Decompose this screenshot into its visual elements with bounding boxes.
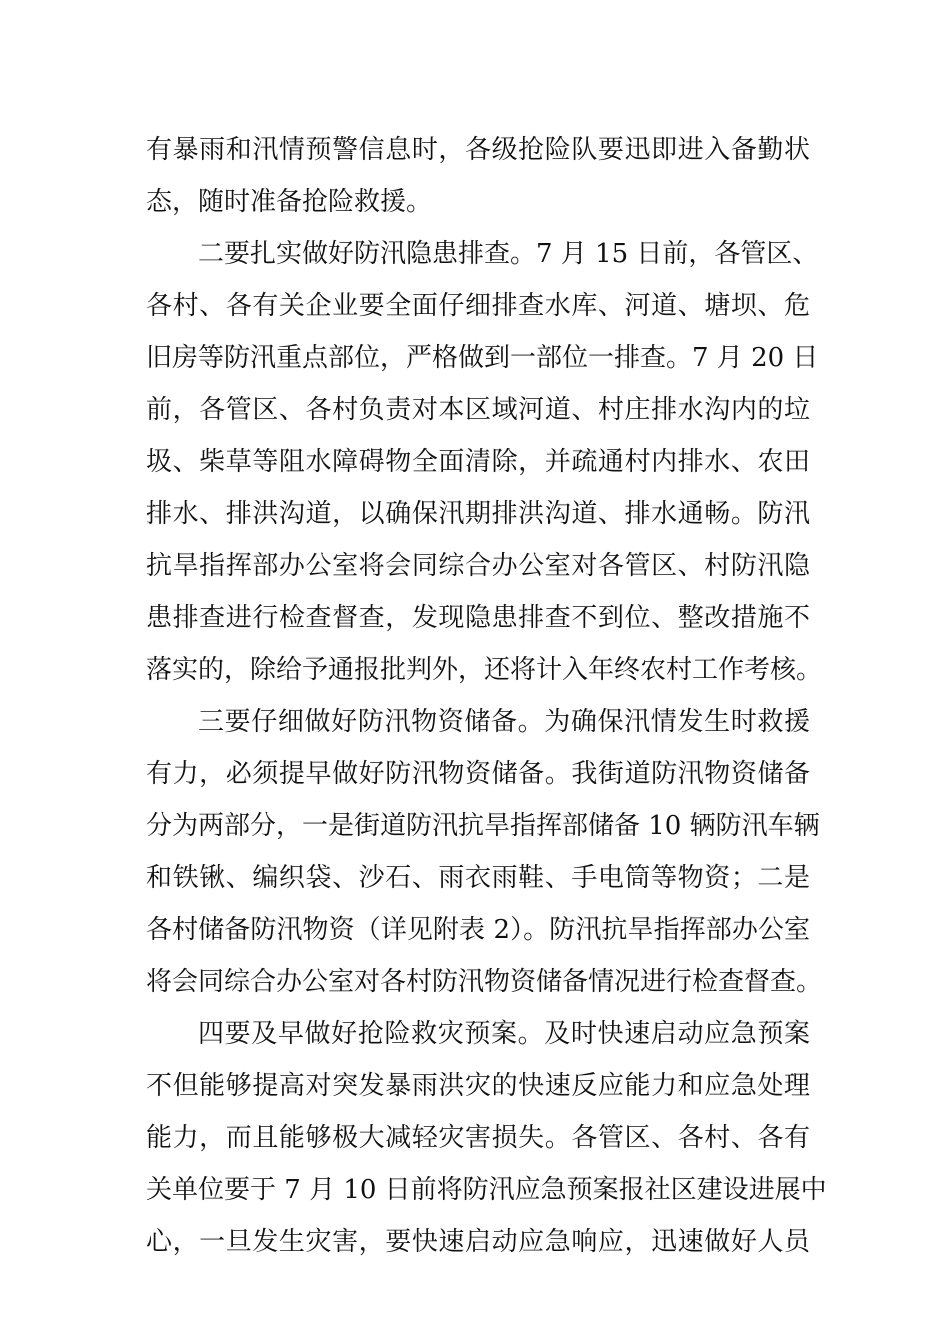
text-line: 圾、柴草等阻水障碍物全面清除，并疏通村内排水、农田	[146, 447, 810, 477]
text-line: 落实的，除给予通报批判外，还将计入年终农村工作考核。	[146, 655, 823, 685]
text-line: 将会同综合办公室对各村防汛物资储备情况进行检查督查。	[146, 967, 823, 997]
text-line: 心，一旦发生灾害，要快速启动应急响应，迅速做好人员	[146, 1227, 810, 1257]
text-line: 前，各管区、各村负责对本区域河道、村庄排水沟内的垃	[146, 395, 810, 425]
text-line: 不但能够提高对突发暴雨洪灾的快速反应能力和应急处理	[146, 1071, 810, 1101]
text-line: 和铁锹、编织袋、沙石、雨衣雨鞋、手电筒等物资；二是	[146, 863, 810, 893]
text-line: 各村储备防汛物资（详见附表 2）。防汛抗旱指挥部办公室	[146, 915, 810, 945]
text-line: 有暴雨和汛情预警信息时，各级抢险队要迅即进入备勤状	[146, 135, 810, 165]
text-line: 态，随时准备抢险救援。	[146, 187, 433, 217]
text-line: 抗旱指挥部办公室将会同综合办公室对各管区、村防汛隐	[146, 551, 810, 581]
paragraph-start-line: 二要扎实做好防汛隐患排查。7 月 15 日前，各管区、	[198, 239, 819, 269]
text-line: 分为两部分，一是街道防汛抗旱指挥部储备 10 辆防汛车辆	[146, 811, 820, 841]
text-line: 有力，必须提早做好防汛物资储备。我街道防汛物资储备	[146, 759, 810, 789]
paragraph-start-line: 三要仔细做好防汛物资储备。为确保汛情发生时救援	[198, 707, 810, 737]
text-line: 能力，而且能够极大减轻灾害损失。各管区、各村、各有	[146, 1123, 810, 1153]
text-line: 关单位要于 7 月 10 日前将防汛应急预案报社区建设进展中	[146, 1175, 827, 1205]
text-line: 旧房等防汛重点部位，严格做到一部位一排查。7 月 20 日	[146, 343, 819, 373]
text-line: 排水、排洪沟道，以确保汛期排洪沟道、排水通畅。防汛	[146, 499, 810, 529]
document-body	[146, 124, 827, 1268]
text-line: 各村、各有关企业要全面仔细排查水库、河道、塘坝、危	[146, 291, 810, 321]
paragraph-start-line: 四要及早做好抢险救灾预案。及时快速启动应急预案	[198, 1019, 810, 1049]
text-line: 患排查进行检查督查，发现隐患排查不到位、整改措施不	[146, 603, 810, 633]
